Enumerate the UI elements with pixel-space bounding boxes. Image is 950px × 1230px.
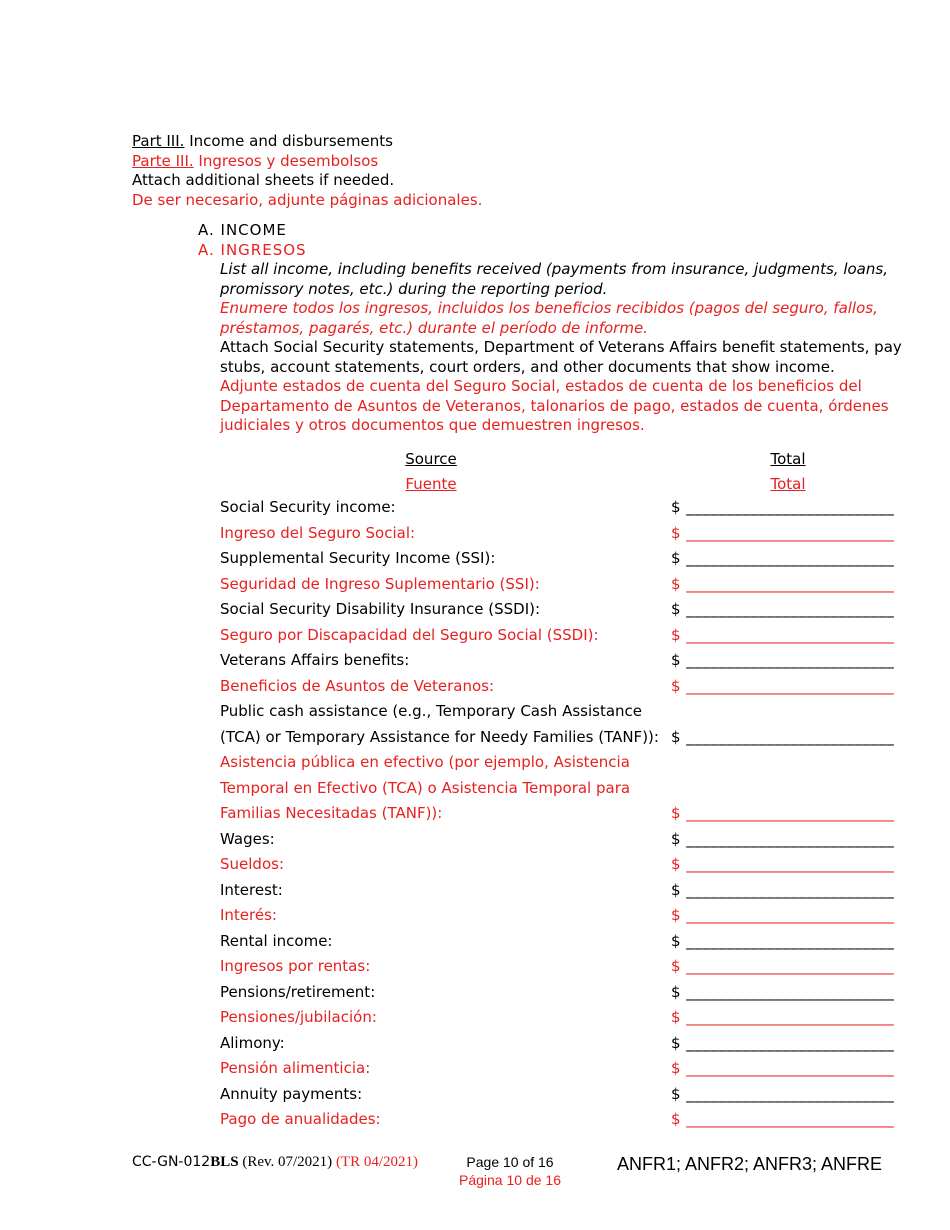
attach-sheets-es: De ser necesario, adjunte páginas adicionales. xyxy=(132,191,483,209)
income-table xyxy=(220,495,900,1133)
list-income-es: Enumere todos los ingresos, incluidos los beneficios recibidos (pagos del seguro, fallos, préstamos, pagarés, etc.) durante el período de informe. xyxy=(220,299,878,337)
income-row-label: Seguridad de Ingreso Suplementario (SSI): xyxy=(220,574,540,593)
total-amount-field[interactable]: $ __________________________ xyxy=(671,1084,895,1103)
total-amount-field[interactable]: $ __________________________ xyxy=(671,600,895,618)
income-row xyxy=(220,1056,900,1082)
part-title-en-rest: Income and disbursements xyxy=(184,132,393,150)
form-code-prefix: CC-GN-012 xyxy=(132,1154,211,1170)
income-row xyxy=(220,521,900,547)
income-row-label: Interés: xyxy=(220,906,277,924)
form-identifiers: ANFR1; ANFR2; ANFR3; ANFRE xyxy=(617,1154,883,1174)
income-row xyxy=(220,929,900,955)
income-row xyxy=(220,776,900,802)
income-row-label: Rental income: xyxy=(220,931,333,950)
list-income-en: List all income, including benefits received (payments from insurance, judgments, loans, promissory notes, etc.) during the reporting period. xyxy=(220,260,888,298)
income-row xyxy=(220,852,900,878)
total-header-en: Total xyxy=(770,450,806,468)
instructions-block xyxy=(220,260,910,436)
total-header-es: Total xyxy=(770,475,806,493)
income-row-label: Social Security Disability Insurance (SSDI): xyxy=(220,600,541,618)
total-amount-field[interactable]: $ __________________________ xyxy=(671,549,895,567)
income-row xyxy=(220,954,900,980)
income-row xyxy=(220,827,900,853)
total-column-header xyxy=(758,447,818,497)
part-title-en xyxy=(132,132,393,151)
part-title-es xyxy=(132,152,378,171)
income-row-label: Pensión alimenticia: xyxy=(220,1059,371,1077)
attach-sheets-en: Attach additional sheets if needed. xyxy=(132,171,395,189)
income-row xyxy=(220,878,900,904)
income-row-label: Seguro por Discapacidad del Seguro Social (SSDI): xyxy=(220,625,599,644)
income-row xyxy=(220,699,900,725)
income-row-label: Asistencia pública en efectivo (por ejemplo, Asistencia xyxy=(220,753,630,771)
source-column-header xyxy=(392,447,470,497)
income-row-label: Ingresos por rentas: xyxy=(220,957,371,975)
income-row-label: Sueldos: xyxy=(220,855,284,873)
part-title-es-prefix: Parte III. xyxy=(132,152,194,170)
total-amount-field[interactable]: $ __________________________ xyxy=(671,1059,895,1077)
total-amount-field[interactable]: $ __________________________ xyxy=(671,957,895,975)
income-row xyxy=(220,495,900,521)
income-row-label: Pensiones/jubilación: xyxy=(220,1008,377,1026)
total-amount-field[interactable]: $ __________________________ xyxy=(671,523,895,542)
attach-docs-es: Adjunte estados de cuenta del Seguro Social, estados de cuenta de los beneficios del Departamento de Asuntos de Veteranos, talonarios de pago, estados de cuenta, órdenes judiciales y otros documentos que demuestren ingresos. xyxy=(220,377,889,434)
total-amount-field[interactable]: $ __________________________ xyxy=(671,1008,895,1026)
section-heading-es: A. INGRESOS xyxy=(198,241,307,259)
income-row xyxy=(220,903,900,929)
source-header-en: Source xyxy=(405,450,457,468)
income-row-label: (TCA) or Temporary Assistance for Needy Families (TANF)): xyxy=(220,727,659,746)
form-translation-revision: (TR 04/2021) xyxy=(332,1154,419,1170)
income-row xyxy=(220,725,900,751)
total-amount-field[interactable]: $ __________________________ xyxy=(671,1110,895,1128)
income-row-label: Beneficios de Asuntos de Veteranos: xyxy=(220,676,494,695)
total-amount-field[interactable]: $ __________________________ xyxy=(671,906,895,924)
total-amount-field[interactable]: $ __________________________ xyxy=(671,931,895,950)
total-amount-field[interactable]: $ __________________________ xyxy=(671,829,895,848)
attach-docs-en: Attach Social Security statements, Department of Veterans Affairs benefit statements, pay stubs, account statements, court orders, and other documents that show income. xyxy=(220,338,902,376)
page-number-es: Página 10 de 16 xyxy=(459,1172,561,1188)
source-header-es: Fuente xyxy=(405,475,457,493)
part-title-en-prefix: Part III. xyxy=(132,132,185,150)
income-row xyxy=(220,1031,900,1057)
income-row xyxy=(220,546,900,572)
total-amount-field[interactable]: $ __________________________ xyxy=(671,727,895,746)
total-amount-field[interactable]: $ __________________________ xyxy=(671,804,895,822)
form-code-bold: BLS xyxy=(210,1154,239,1170)
income-row-label: Pensions/retirement: xyxy=(220,982,376,1001)
total-amount-field[interactable]: $ __________________________ xyxy=(671,855,895,873)
income-row-label: Familias Necesitadas (TANF)): xyxy=(220,804,443,822)
total-amount-field[interactable]: $ __________________________ xyxy=(671,676,895,695)
total-amount-field[interactable]: $ __________________________ xyxy=(671,1033,895,1052)
income-row xyxy=(220,1082,900,1108)
page-number xyxy=(440,1153,580,1189)
total-amount-field[interactable]: $ __________________________ xyxy=(671,498,895,516)
form-code xyxy=(132,1153,418,1171)
total-amount-field[interactable]: $ __________________________ xyxy=(671,880,895,899)
income-row-label: Alimony: xyxy=(220,1033,285,1052)
page-number-en: Page 10 of 16 xyxy=(466,1154,554,1170)
total-amount-field[interactable]: $ __________________________ xyxy=(671,574,895,593)
income-row-label: Social Security income: xyxy=(220,498,396,516)
income-row-label: Veterans Affairs benefits: xyxy=(220,651,410,669)
income-row xyxy=(220,623,900,649)
total-amount-field[interactable]: $ __________________________ xyxy=(671,982,895,1001)
income-row-label: Wages: xyxy=(220,829,275,848)
total-amount-field[interactable]: $ __________________________ xyxy=(671,625,895,644)
income-row xyxy=(220,980,900,1006)
income-row-label: Interest: xyxy=(220,880,283,899)
income-row xyxy=(220,648,900,674)
income-row xyxy=(220,597,900,623)
income-row xyxy=(220,801,900,827)
income-row-label: Ingreso del Seguro Social: xyxy=(220,523,416,542)
income-row xyxy=(220,572,900,598)
form-revision: (Rev. 07/2021) xyxy=(238,1154,333,1170)
income-row-label: Pago de anualidades: xyxy=(220,1110,381,1128)
part-title-es-rest: Ingresos y desembolsos xyxy=(193,152,379,170)
income-row xyxy=(220,1107,900,1133)
income-row xyxy=(220,750,900,776)
income-row xyxy=(220,674,900,700)
income-row-label: Annuity payments: xyxy=(220,1084,363,1103)
income-row-label: Supplemental Security Income (SSI): xyxy=(220,549,496,567)
income-row-label: Public cash assistance (e.g., Temporary Cash Assistance xyxy=(220,702,642,720)
income-row xyxy=(220,1005,900,1031)
section-heading-en: A. INCOME xyxy=(198,221,287,239)
income-row-label: Temporal en Efectivo (TCA) o Asistencia Temporal para xyxy=(220,778,631,797)
total-amount-field[interactable]: $ __________________________ xyxy=(671,651,895,669)
